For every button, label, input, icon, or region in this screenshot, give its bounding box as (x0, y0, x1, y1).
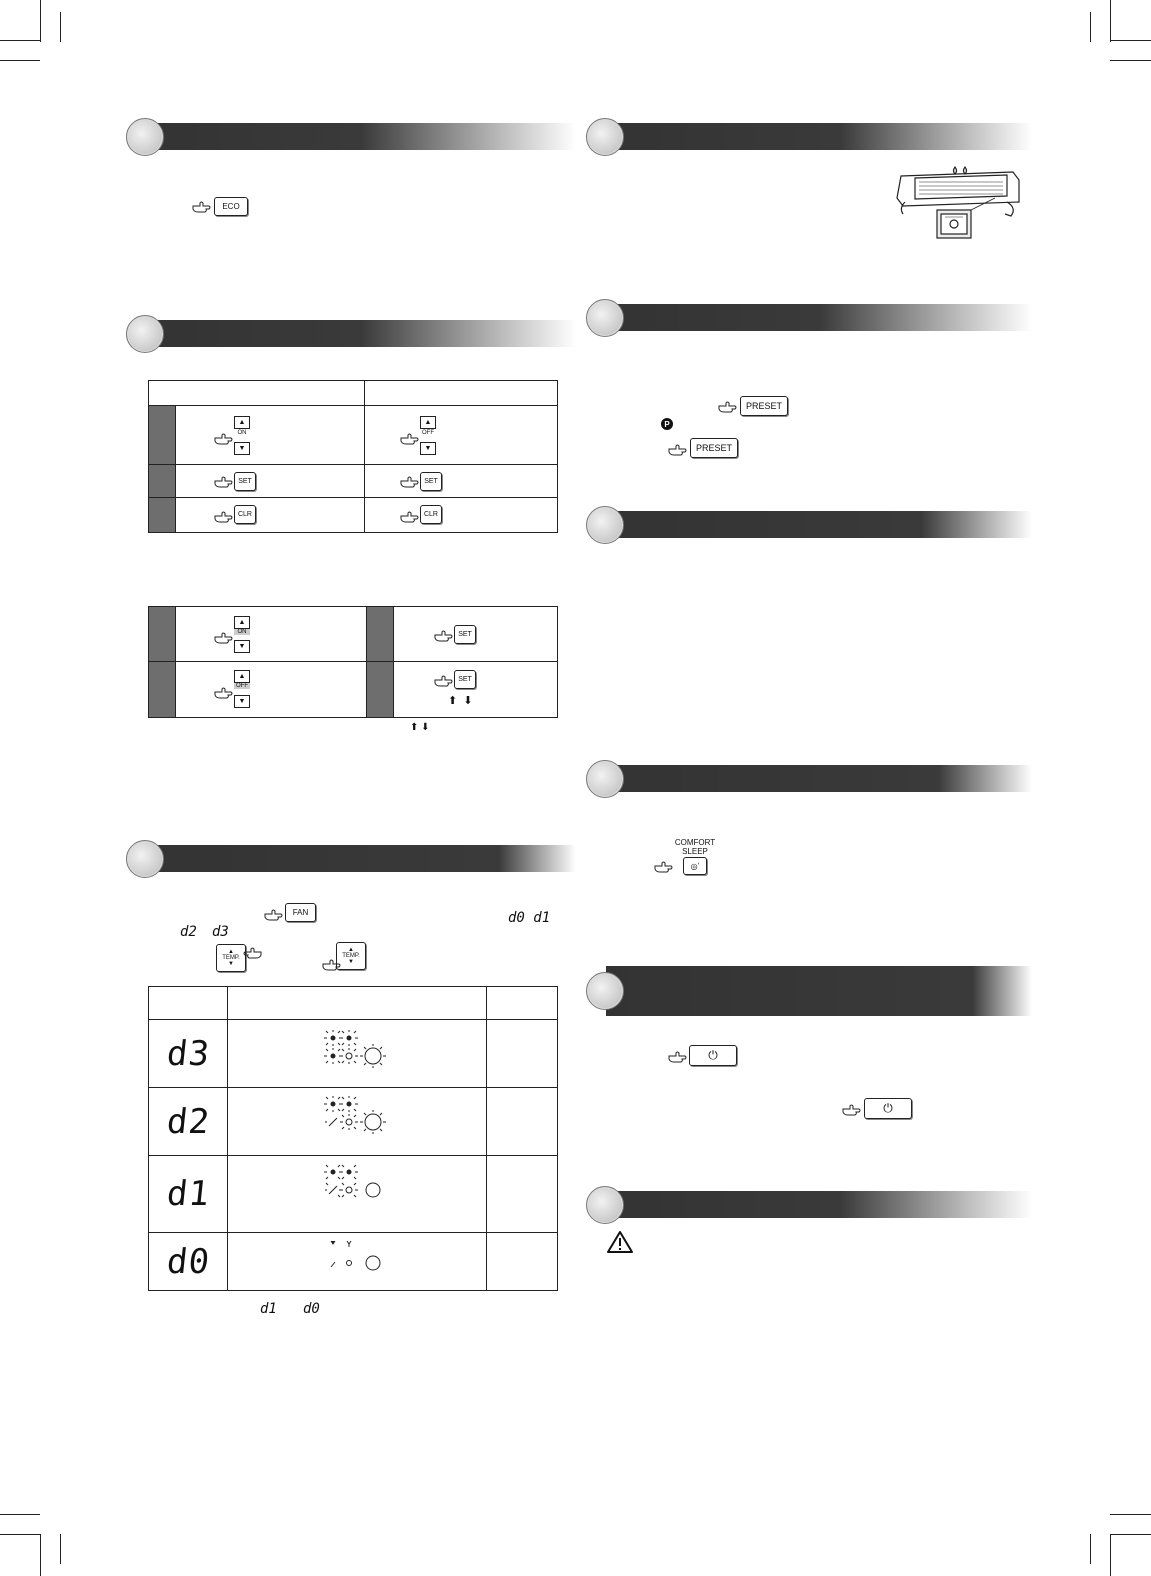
pointing-hand-icon (400, 432, 420, 446)
up-arrow-button[interactable]: ▲ (420, 416, 436, 429)
temp-button[interactable]: ▲ TEMP. ▼ (216, 944, 246, 972)
comfort-label: COMFORT (674, 838, 716, 847)
temp-label: TEMP. (222, 955, 240, 961)
section-circle (586, 760, 624, 798)
step-marker (149, 498, 176, 533)
pointing-hand-icon (668, 1050, 688, 1064)
pointing-hand-icon (718, 400, 738, 414)
comfort-sleep-section-header (586, 762, 1032, 792)
eco-section-header (126, 120, 576, 150)
off-label: OFF (422, 430, 434, 436)
pointing-hand-icon (214, 432, 234, 446)
indoor-unit-illustration (895, 162, 1025, 242)
footnote-code-d0: d0 (303, 1301, 320, 1317)
pointing-hand-icon (242, 946, 262, 960)
clr-button[interactable]: CLR (420, 505, 442, 524)
set-button[interactable]: SET (454, 625, 476, 644)
up-down-arrows-icon: ⬆ ⬇ (410, 722, 430, 733)
power-section-header (586, 966, 1032, 1016)
pointing-hand-icon (214, 510, 234, 524)
section-circle (586, 972, 624, 1010)
warning-triangle-icon (606, 1230, 634, 1254)
up-arrow-button[interactable]: ▲ (234, 416, 250, 429)
on-label: ON (234, 629, 250, 635)
preset-p-icon: P (661, 418, 673, 430)
set-button[interactable]: SET (420, 472, 442, 491)
down-arrow-button[interactable]: ▼ (420, 442, 436, 455)
fan-code-d3: d3 (212, 924, 229, 940)
clr-button[interactable]: CLR (234, 505, 256, 524)
pointing-hand-icon (214, 475, 234, 489)
indicator-lamps-icon (323, 1096, 393, 1136)
section-circle (586, 1186, 624, 1224)
pointing-hand-icon (214, 686, 234, 700)
step-marker (367, 607, 394, 662)
pointing-hand-icon (654, 860, 674, 874)
down-arrow-button[interactable]: ▼ (234, 442, 250, 455)
timer-section-header (126, 317, 576, 347)
comfort-sleep-button-group (674, 838, 716, 878)
comfort-sleep-button[interactable]: ◎ʼ (683, 857, 707, 875)
pointing-hand-icon (668, 443, 688, 457)
unit-section-header (586, 120, 1032, 150)
caution-section-header (586, 1188, 1032, 1218)
indicator-lamps-icon (323, 1030, 393, 1070)
pointing-hand-icon (264, 908, 284, 922)
preset-button[interactable]: PRESET (690, 438, 738, 458)
preset-section-header (586, 301, 1032, 331)
set-button[interactable]: SET (454, 670, 476, 689)
pointing-hand-icon (434, 674, 454, 688)
fan-button[interactable]: FAN (285, 903, 316, 922)
down-arrow-button[interactable]: ▼ (234, 640, 250, 653)
temp-label: TEMP. (342, 953, 360, 959)
up-arrow-button[interactable]: ▲ (234, 670, 250, 683)
step-marker (149, 662, 176, 718)
timer-table-2 (148, 606, 558, 718)
section-circle (126, 315, 164, 353)
section-circle (586, 118, 624, 156)
footnote-code-d1: d1 (260, 1301, 277, 1317)
level-code: d1 (164, 1174, 212, 1214)
fan-level-table (148, 986, 558, 1291)
step-marker (149, 607, 176, 662)
level-code: d2 (164, 1101, 212, 1142)
fan-code-d2: d2 (180, 924, 197, 940)
indicator-lamps-icon (323, 1235, 393, 1275)
pointing-hand-icon (400, 475, 420, 489)
down-arrow-button[interactable]: ▼ (234, 695, 250, 708)
up-arrow-button[interactable]: ▲ (234, 616, 250, 629)
set-button[interactable]: SET (234, 472, 256, 491)
fan-code-d0-d1: d0 d1 (508, 910, 551, 926)
pointing-hand-icon (214, 631, 234, 645)
level-code: d3 (164, 1033, 212, 1074)
pointing-hand-icon (192, 200, 212, 214)
off-label: OFF (236, 683, 248, 689)
level-code: d0 (164, 1241, 212, 1282)
section-circle (126, 118, 164, 156)
step-marker (367, 662, 394, 718)
indicator-lamps-icon (323, 1164, 393, 1204)
sleep-label: SLEEP (682, 847, 708, 856)
section-header-3 (586, 508, 1032, 538)
eco-button[interactable]: ECO (214, 197, 248, 216)
timer-table (148, 380, 558, 533)
section-circle (126, 840, 164, 878)
pointing-hand-icon (400, 510, 420, 524)
step-marker (149, 465, 176, 498)
on-label: ON (237, 430, 247, 436)
fan-section-header (126, 842, 576, 872)
preset-button[interactable]: PRESET (740, 396, 788, 416)
section-circle (586, 299, 624, 337)
pointing-hand-icon (434, 629, 454, 643)
pointing-hand-icon (842, 1103, 862, 1117)
temp-button[interactable]: ▲ TEMP. ▼ (336, 942, 366, 970)
power-button[interactable]: ⏻ (864, 1098, 912, 1119)
power-button[interactable]: ⏻ (689, 1045, 737, 1066)
step-marker (149, 406, 176, 465)
pointing-hand-icon (322, 958, 342, 972)
up-down-arrows-icon: ⬆ ⬇ (448, 695, 473, 707)
section-circle (586, 506, 624, 544)
